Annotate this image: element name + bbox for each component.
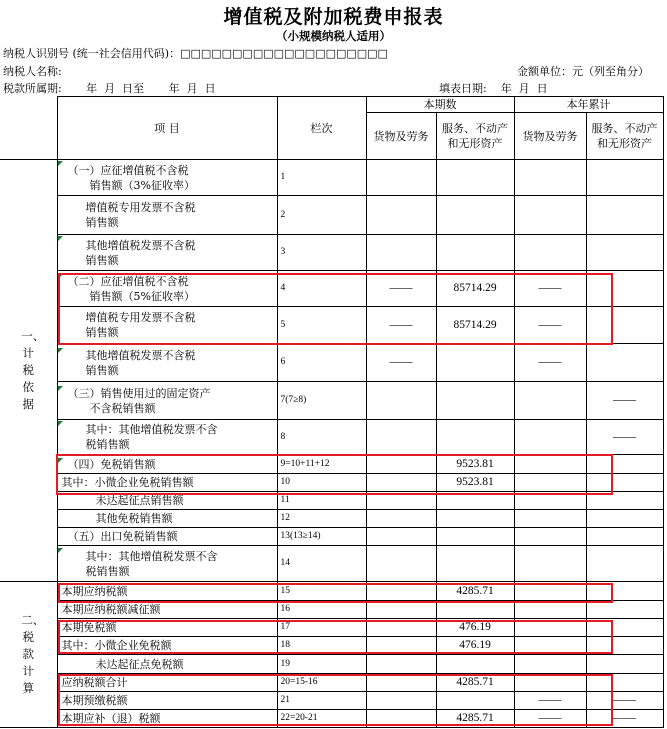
cell-services[interactable]: 85714.29 [436, 271, 514, 307]
cell-ytd-services[interactable] [586, 655, 663, 674]
cell-services[interactable] [436, 528, 514, 546]
table-row [0, 235, 663, 271]
cell-goods[interactable] [366, 196, 436, 235]
cell-ytd-goods[interactable]: —— [514, 307, 586, 344]
cell-ytd-goods[interactable] [514, 382, 586, 420]
cell-services[interactable] [436, 655, 514, 674]
cell-marker-icon [58, 421, 63, 426]
cell-goods[interactable] [366, 160, 436, 196]
table-row [0, 528, 663, 546]
cell-goods[interactable] [366, 546, 436, 582]
table-row [0, 344, 663, 382]
row-item-label: 其他免税销售额 [57, 510, 277, 528]
row-item-label: （二）应征增值税不含税 销售额（5%征收率） [57, 271, 277, 307]
row-line-number: 22=20-21 [277, 710, 366, 728]
cell-goods[interactable] [366, 420, 436, 455]
cell-ytd-services[interactable]: —— [586, 382, 663, 420]
cell-ytd-services[interactable]: —— [586, 420, 663, 455]
row-item-label: 应纳税额合计 [57, 674, 277, 692]
form-title: 增值税及附加税费申报表 [223, 6, 444, 28]
row-item-label: 其中：其他增值税发票不含 税销售额 [57, 420, 277, 455]
row-item-label: （四）免税销售额 [57, 455, 277, 474]
col-item-header: 项 目 [57, 97, 277, 160]
cell-goods[interactable] [366, 382, 436, 420]
highlight-box-lines-9-10 [56, 454, 613, 495]
cell-services[interactable] [436, 510, 514, 528]
col-ytd-goods-header: 货物及劳务 [514, 113, 586, 160]
row-line-number: 4 [277, 271, 366, 307]
cell-services[interactable] [436, 235, 514, 271]
cell-services[interactable]: 85714.29 [436, 307, 514, 344]
cell-ytd-goods[interactable]: —— [514, 692, 586, 710]
cell-ytd-goods[interactable]: —— [514, 271, 586, 307]
cell-ytd-goods[interactable]: —— [514, 710, 586, 728]
row-line-number: 1 [277, 160, 366, 196]
col-line-header: 栏次 [277, 97, 366, 160]
cell-ytd-goods[interactable] [514, 601, 586, 619]
row-item-label: 其他增值税发票不含税 销售额 [57, 344, 277, 382]
cell-goods[interactable] [366, 528, 436, 546]
row-line-number: 8 [277, 420, 366, 455]
section-tax-label: 二、税款计算 [0, 582, 57, 728]
cell-services[interactable]: 9523.81 [436, 455, 514, 474]
cell-marker-icon [58, 386, 63, 391]
table-row [0, 160, 663, 196]
row-item-label: 本期预缴税额 [57, 692, 277, 710]
cell-marker-icon [58, 548, 63, 553]
row-item-label: （一）应征增值税不含税 销售额（3%征收率） [57, 160, 277, 196]
row-line-number: 9=10+11+12 [277, 455, 366, 474]
row-item-label: 其中：小微企业免税额 [57, 637, 277, 655]
cell-ytd-services[interactable] [586, 528, 663, 546]
row-item-label: （三）销售使用过的固定资产 不含税销售额 [57, 382, 277, 420]
row-line-number: 20=15-16 [277, 674, 366, 692]
row-line-number: 16 [277, 601, 366, 619]
taxpayer-name-field[interactable]: 纳税人名称: [3, 65, 62, 78]
row-line-number: 3 [277, 235, 366, 271]
row-item-label: 本期应补（退）税额 [57, 710, 277, 728]
cell-ytd-goods[interactable] [514, 546, 586, 582]
row-line-number: 10 [277, 474, 366, 492]
cell-goods[interactable] [366, 235, 436, 271]
col-ytd-services-header: 服务、不动产和无形资产 [586, 113, 663, 160]
col-goods-header: 货物及劳务 [366, 113, 436, 160]
highlight-box-line-15 [58, 583, 613, 603]
row-line-number: 13(13≥14) [277, 528, 366, 546]
row-item-label: 其他增值税发票不含税 销售额 [57, 235, 277, 271]
cell-services[interactable] [436, 420, 514, 455]
cell-services[interactable]: 476.19 [436, 637, 514, 655]
table-row [0, 510, 663, 528]
amount-unit: 金额单位：元（列至角分） [517, 65, 649, 78]
highlight-box-lines-4-5 [58, 273, 613, 345]
cell-services[interactable] [436, 344, 514, 382]
cell-services[interactable] [436, 382, 514, 420]
row-line-number: 6 [277, 344, 366, 382]
fill-date[interactable]: 填表日期: 年 月 日 [439, 82, 548, 95]
row-item-label: 其中：其他增值税发票不含 税销售额 [57, 546, 277, 582]
cell-marker-icon [58, 348, 63, 353]
col-current-header: 本期数 [366, 97, 514, 113]
cell-ytd-goods[interactable] [514, 510, 586, 528]
table-row [0, 655, 663, 674]
cell-ytd-services[interactable] [586, 546, 663, 582]
row-line-number: 11 [277, 492, 366, 510]
row-item-label: 未达起征点免税额 [57, 655, 277, 674]
cell-services[interactable] [436, 546, 514, 582]
tax-period[interactable]: 税款所属期: 年 月 日至 年 月 日 [3, 82, 216, 95]
table-row [0, 546, 663, 582]
row-item-label: 本期应纳税额减征额 [57, 601, 277, 619]
cell-services[interactable]: 4285.71 [436, 582, 514, 601]
cell-ytd-services[interactable] [586, 196, 663, 235]
cell-goods[interactable]: —— [366, 344, 436, 382]
col-services-header: 服务、不动产和无形资产 [436, 113, 514, 160]
cell-ytd-services[interactable] [586, 160, 663, 196]
cell-services[interactable]: 4285.71 [436, 710, 514, 728]
row-line-number: 18 [277, 637, 366, 655]
table-row [0, 382, 663, 420]
row-line-number: 5 [277, 307, 366, 344]
cell-services[interactable]: 9523.81 [436, 474, 514, 492]
section-basis-label: 一、计税依据 [0, 160, 57, 582]
row-item-label: 本期应纳税额 [57, 582, 277, 601]
cell-ytd-goods[interactable] [514, 160, 586, 196]
cell-ytd-services[interactable] [586, 510, 663, 528]
row-item-label: （五）出口免税销售额 [57, 528, 277, 546]
table-row [0, 601, 663, 619]
row-line-number: 14 [277, 546, 366, 582]
cell-ytd-goods[interactable] [514, 420, 586, 455]
cell-marker-icon [58, 161, 63, 166]
row-item-label: 其中：小微企业免税销售额 [57, 474, 277, 492]
cell-ytd-goods[interactable]: —— [514, 344, 586, 382]
taxpayer-id-field[interactable]: 纳税人识别号 (统一社会信用代码)：□□□□□□□□□□□□□□□□□□□□ [3, 47, 388, 60]
cell-services[interactable] [436, 196, 514, 235]
cell-goods[interactable] [366, 510, 436, 528]
row-line-number: 15 [277, 582, 366, 601]
highlight-box-lines-17-18 [58, 620, 613, 654]
row-line-number: 21 [277, 692, 366, 710]
row-line-number: 17 [277, 619, 366, 637]
cell-goods[interactable]: —— [366, 307, 436, 344]
cell-ytd-goods[interactable] [514, 235, 586, 271]
row-item-label: 增值税专用发票不含税 销售额 [57, 307, 277, 344]
row-item-label: 未达起征点销售额 [57, 492, 277, 510]
row-item-label: 本期免税额 [57, 619, 277, 637]
row-item-label: 增值税专用发票不含税 销售额 [57, 196, 277, 235]
cell-goods[interactable] [366, 601, 436, 619]
cell-services[interactable]: 4285.71 [436, 674, 514, 692]
cell-services[interactable] [436, 601, 514, 619]
row-line-number: 12 [277, 510, 366, 528]
cell-services[interactable]: 476.19 [436, 619, 514, 637]
row-line-number: 2 [277, 196, 366, 235]
form-subtitle: （小规模纳税人适用） [276, 29, 391, 43]
table-row [0, 420, 663, 455]
cell-ytd-services[interactable] [586, 235, 663, 271]
cell-services[interactable] [436, 160, 514, 196]
cell-ytd-services[interactable] [586, 601, 663, 619]
col-ytd-header: 本年累计 [514, 97, 663, 113]
row-line-number: 7(7≥8) [277, 382, 366, 420]
highlight-box-lines-20-22 [58, 674, 613, 726]
cell-goods[interactable]: —— [366, 271, 436, 307]
cell-ytd-goods[interactable] [514, 655, 586, 674]
cell-goods[interactable] [366, 655, 436, 674]
cell-ytd-goods[interactable] [514, 196, 586, 235]
table-row [0, 196, 663, 235]
cell-ytd-services[interactable]: —— [586, 710, 663, 728]
cell-ytd-services[interactable] [586, 344, 663, 382]
row-line-number: 19 [277, 655, 366, 674]
cell-marker-icon [58, 236, 63, 241]
cell-ytd-services[interactable]: —— [586, 692, 663, 710]
cell-ytd-goods[interactable] [514, 528, 586, 546]
